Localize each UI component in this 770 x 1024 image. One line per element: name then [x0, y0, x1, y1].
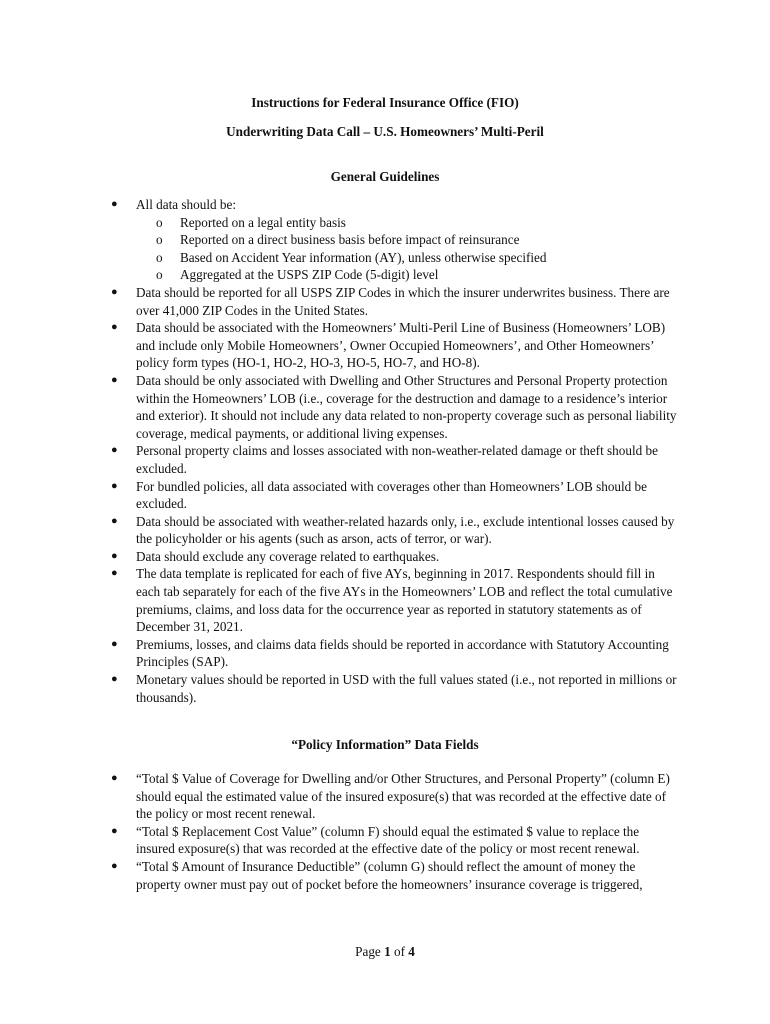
page-number: 1: [384, 944, 391, 959]
list-item-text: Data should be associated with the Homeowners’ Multi-Peril Line of Business (Homeowners’ LOB) and include only Mobile Homeowners’, Owner Occupied Homeowners’, and Other Homeowners’ policy form types (HO-1, HO-2, HO-3, HO-5, HO-7, and HO-8).: [136, 320, 666, 371]
list-item: [111, 858, 681, 893]
bullet-icon: ●: [111, 514, 118, 527]
list-item-text: The data template is replicated for each of five AYs, beginning in 2017. Respondents should fill in each tab separately for each of the five AYs in the Homeowners’ LOB and reflect the total cumulative premiums, claims, and loss data for the occurrence year as reported in statutory statements as of December 31, 2021.: [136, 566, 673, 635]
list-item: [111, 284, 681, 319]
hollow-bullet-icon: o: [156, 249, 163, 265]
of-word: of: [393, 944, 405, 959]
hollow-bullet-icon: o: [156, 267, 163, 283]
bullet-icon: ●: [111, 859, 118, 872]
list-item: [111, 319, 681, 372]
bullet-icon: ●: [111, 824, 118, 837]
list-item-text: Data should exclude any coverage related to earthquakes.: [136, 548, 440, 564]
list-item: [111, 823, 681, 858]
list-item: [111, 565, 681, 635]
list-item-text: Premiums, losses, and claims data fields should be reported in accordance with Statutory Accounting Principles (SAP).: [136, 636, 669, 670]
general-guidelines-heading: General Guidelines: [330, 169, 440, 184]
list-item-text: Data should be only associated with Dwelling and Other Structures and Personal Property protection within the Homeowners’ LOB (i.e., coverage for the destruction and damage to a residence’s interior and exterior). It should not include any data related to non-property coverage such as personal liability coverage, medical payments, or additional living expenses.: [136, 372, 677, 441]
bullet-icon: ●: [111, 321, 118, 334]
sub-list: [156, 214, 725, 284]
bullet-icon: ●: [111, 549, 118, 562]
hollow-bullet-icon: o: [156, 214, 163, 230]
document-title-line-1: Instructions for Federal Insurance Office (FIO): [251, 95, 519, 110]
policy-information-list: [111, 770, 681, 893]
page-footer: [0, 943, 770, 961]
list-item: [111, 372, 681, 442]
sub-list-item-text: Based on Accident Year information (AY), unless otherwise specified: [180, 249, 547, 265]
list-item: [111, 548, 681, 566]
bullet-icon: ●: [111, 198, 118, 210]
list-item-text: For bundled policies, all data associated with coverages other than Homeowners’ LOB should be excluded.: [136, 478, 648, 512]
page-total: 4: [408, 944, 415, 959]
sub-list-item-text: Reported on a direct business basis before impact of reinsurance: [180, 232, 520, 248]
bullet-icon: ●: [111, 479, 118, 492]
list-item-text: “Total $ Replacement Cost Value” (column F) should equal the estimated $ value to replace the insured exposure(s) that was recorded at the effective date of the policy or most recent renewal.: [136, 823, 640, 857]
list-item: [111, 196, 681, 284]
sub-list-item: [156, 231, 725, 249]
general-guidelines-list: [111, 196, 681, 706]
bullet-icon: ●: [111, 673, 118, 686]
bullet-icon: ●: [111, 772, 118, 784]
sub-list-item: [156, 266, 725, 284]
bullet-icon: ●: [111, 285, 118, 298]
bullet-icon: ●: [111, 567, 118, 580]
hollow-bullet-icon: o: [156, 232, 163, 248]
list-item: [111, 442, 681, 477]
list-item-text: Data should be associated with weather-related hazards only, i.e., exclude intentional losses caused by the policyholder or his agents (such as arson, acts of terror, or war).: [136, 513, 675, 547]
sub-list-item-text: Aggregated at the USPS ZIP Code (5-digit) level: [180, 267, 439, 283]
list-item: [111, 513, 681, 548]
sub-list-item-text: Reported on a legal entity basis: [180, 214, 346, 230]
list-item-text: All data should be:: [136, 197, 236, 212]
policy-information-heading: “Policy Information” Data Fields: [291, 737, 479, 752]
list-item-text: Personal property claims and losses associated with non-weather-related damage or theft should be excluded.: [136, 443, 658, 476]
list-item-text: Data should be reported for all USPS ZIP Codes in which the insurer underwrites business. There are over 41,000 ZIP Codes in the United States.: [136, 284, 670, 318]
list-item: [111, 636, 681, 671]
sub-list-item: [156, 249, 725, 267]
bullet-icon: ●: [111, 373, 118, 386]
list-item: [111, 478, 681, 513]
list-item-text: “Total $ Value of Coverage for Dwelling and/or Other Structures, and Personal Property” (column E) should equal the estimated value of the insured exposure(s) that was recorded at the effective date of the policy or most recent renewal.: [136, 771, 670, 822]
bullet-icon: ●: [111, 637, 118, 650]
page-word: Page: [355, 944, 381, 959]
list-item-text: “Total $ Amount of Insurance Deductible” (column G) should reflect the amount of money the property owner must pay out of pocket before the homeowners’ insurance coverage is triggered,: [136, 858, 643, 892]
list-item: [111, 671, 681, 706]
bullet-icon: ●: [111, 444, 118, 457]
list-item: [111, 770, 681, 823]
document-title-line-2: Underwriting Data Call – U.S. Homeowners’ Multi-Peril: [226, 124, 544, 139]
sub-list-item: [156, 214, 725, 232]
list-item-text: Monetary values should be reported in USD with the full values stated (i.e., not reported in millions or thousands).: [136, 672, 677, 705]
